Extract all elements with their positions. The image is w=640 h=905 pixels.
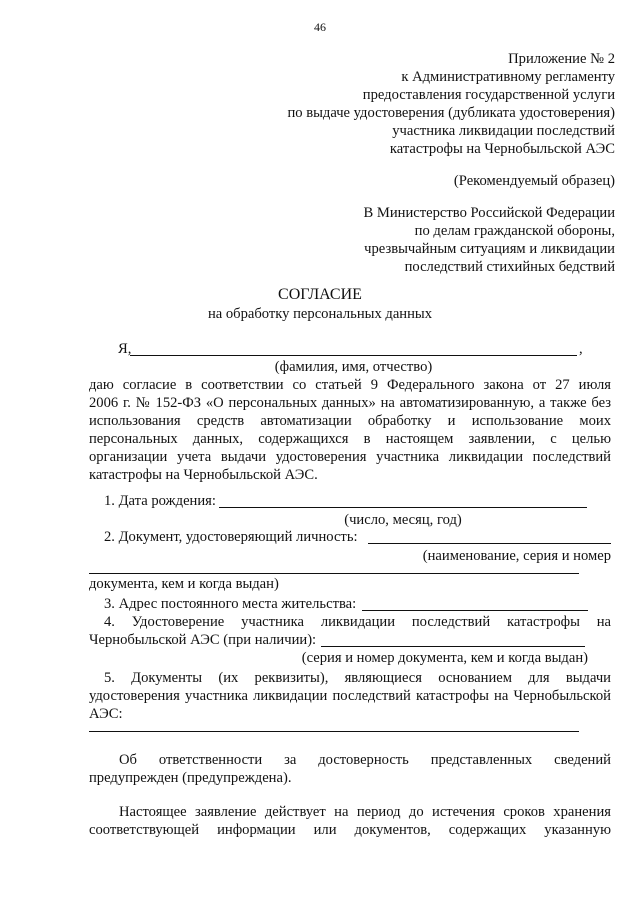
appendix-line-5: участника ликвидации последствий [392,123,615,139]
validity-line-2: соответствующей информации или документов, содержащих указанную [89,822,611,838]
responsibility-line-2: предупрежден (предупреждена). [89,770,292,786]
consent-line-6: катастрофы на Чернобыльской АЭС. [89,467,318,483]
addressee-line-1: В Министерство Российской Федерации [363,205,615,221]
appendix-line-1: Приложение № 2 [508,51,615,67]
fio-field-line[interactable] [130,355,577,356]
documents-label-3: АЭС: [89,706,123,722]
fio-comma: , [579,341,583,357]
document-subtitle: на обработку персональных данных [207,306,433,322]
documents-label-1: 5. Документы (их реквизиты), являющиеся основанием для выдачи [104,670,611,686]
certificate-field-line[interactable] [321,646,585,647]
validity-line-1: Настоящее заявление действует на период до истечения сроков хранения [119,804,611,820]
identity-doc-hint-2: документа, кем и когда выдан) [89,576,279,592]
birthdate-hint: (число, месяц, год) [344,512,462,528]
consent-line-3: использования средств автоматизации обработку и использование моих [89,413,611,429]
addressee-line-4: последствий стихийных бедствий [404,259,615,275]
identity-doc-field-line[interactable] [368,543,611,544]
addressee-line-3: чрезвычайным ситуациям и ликвидации [364,241,615,257]
birthdate-label: 1. Дата рождения: [104,493,216,509]
consent-line-4: персональных данных, содержащихся в настоящем заявлении, с целью [89,431,611,447]
responsibility-line-1: Об ответственности за достоверность представленных сведений [119,752,611,768]
identity-doc-hint-1: (наименование, серия и номер [422,548,611,564]
certificate-label-1: 4. Удостоверение участника ликвидации последствий катастрофы на [104,614,611,630]
identity-doc-field-line-2[interactable] [89,573,579,574]
appendix-line-2: к Административному регламенту [401,69,615,85]
i-label: Я, [118,341,132,357]
document-title: СОГЛАСИЕ [278,286,362,303]
fio-hint: (фамилия, имя, отчество) [274,359,433,375]
consent-line-5: организации учета выдачи удостоверения участника ликвидации последствий [89,449,611,465]
addressee-line-2: по делам гражданской обороны, [414,223,615,239]
page-number: 46 [314,20,326,34]
documents-label-2: удостоверения участника ликвидации последствий катастрофы на Чернобыльской [89,688,611,704]
address-label: 3. Адрес постоянного места жительства: [104,596,357,612]
certificate-hint: (серия и номер документа, кем и когда выдан) [301,650,588,666]
appendix-line-4: по выдаче удостоверения (дубликата удостоверения) [287,105,615,121]
consent-line-1: даю согласие в соответствии со статьей 9 Федерального закона от 27 июля [89,377,611,393]
appendix-line-3: предоставления государственной услуги [362,87,615,103]
birthdate-field-line[interactable] [219,507,587,508]
consent-line-2: 2006 г. № 152-ФЗ «О персональных данных» на автоматизированную, а также без [89,395,611,411]
certificate-label-2: Чернобыльской АЭС (при наличии): [89,632,317,648]
appendix-line-6: катастрофы на Чернобыльской АЭС [389,141,615,157]
identity-doc-label: 2. Документ, удостоверяющий личность: [104,529,358,545]
recommended-sample: (Рекомендуемый образец) [453,173,615,189]
address-field-line[interactable] [362,610,588,611]
documents-field-line[interactable] [89,731,579,732]
